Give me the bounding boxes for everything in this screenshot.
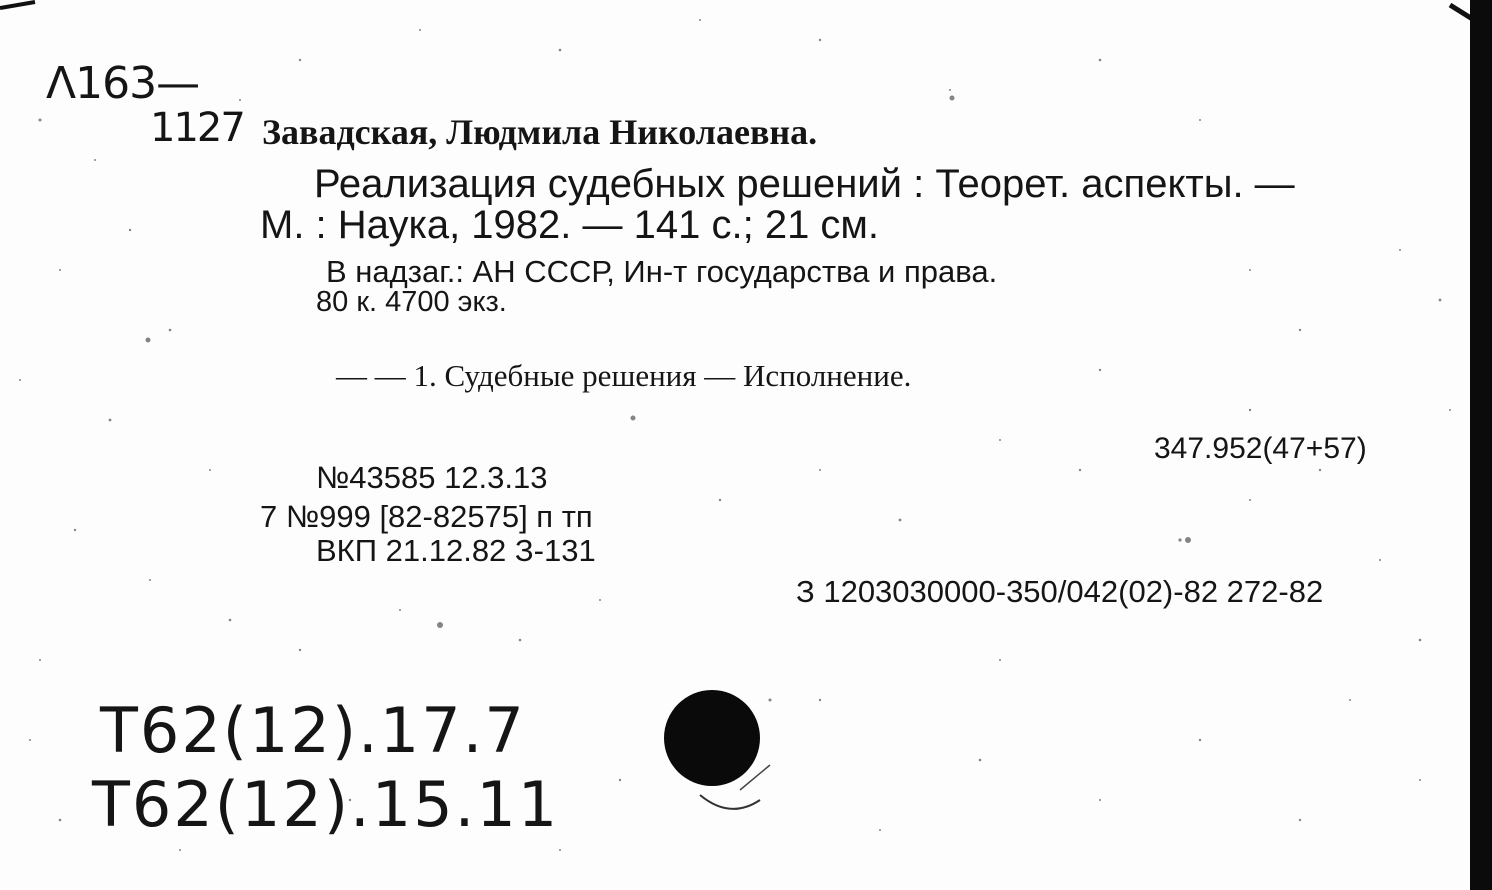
handwritten-class-1: Т62(12).17.7 (100, 694, 526, 767)
order-line-2: 7 №999 [82-82575] п тп (260, 499, 593, 534)
title-line-1: Реализация судебных решений : Теорет. аспекты. — (314, 162, 1295, 206)
udc-code: 347.952(47+57) (1154, 432, 1367, 465)
subject-heading: — — 1. Судебные решения — Исполнение. (336, 358, 912, 393)
price-line: 80 к. 4700 экз. (316, 286, 507, 318)
author-heading: Завадская, Людмила Николаевна. (262, 112, 818, 152)
card-edge-shadow (1470, 0, 1492, 890)
entry-number: 1127 (150, 105, 244, 151)
bbk-code: З 1203030000-350/042(02)-82 272-82 (796, 574, 1324, 609)
handwritten-class-2: Т62(12).15.11 (92, 768, 560, 841)
order-line-1: №43585 12.3.13 (316, 460, 548, 495)
order-line-3: ВКП 21.12.82 З-131 (316, 533, 596, 568)
punch-hole (664, 690, 760, 786)
title-line-2: М. : Наука, 1982. — 141 с.; 21 см. (260, 203, 880, 247)
call-number: Λ163— (46, 58, 200, 109)
note-line: В надзаг.: АН СССР, Ин-т государства и права. (326, 254, 998, 289)
